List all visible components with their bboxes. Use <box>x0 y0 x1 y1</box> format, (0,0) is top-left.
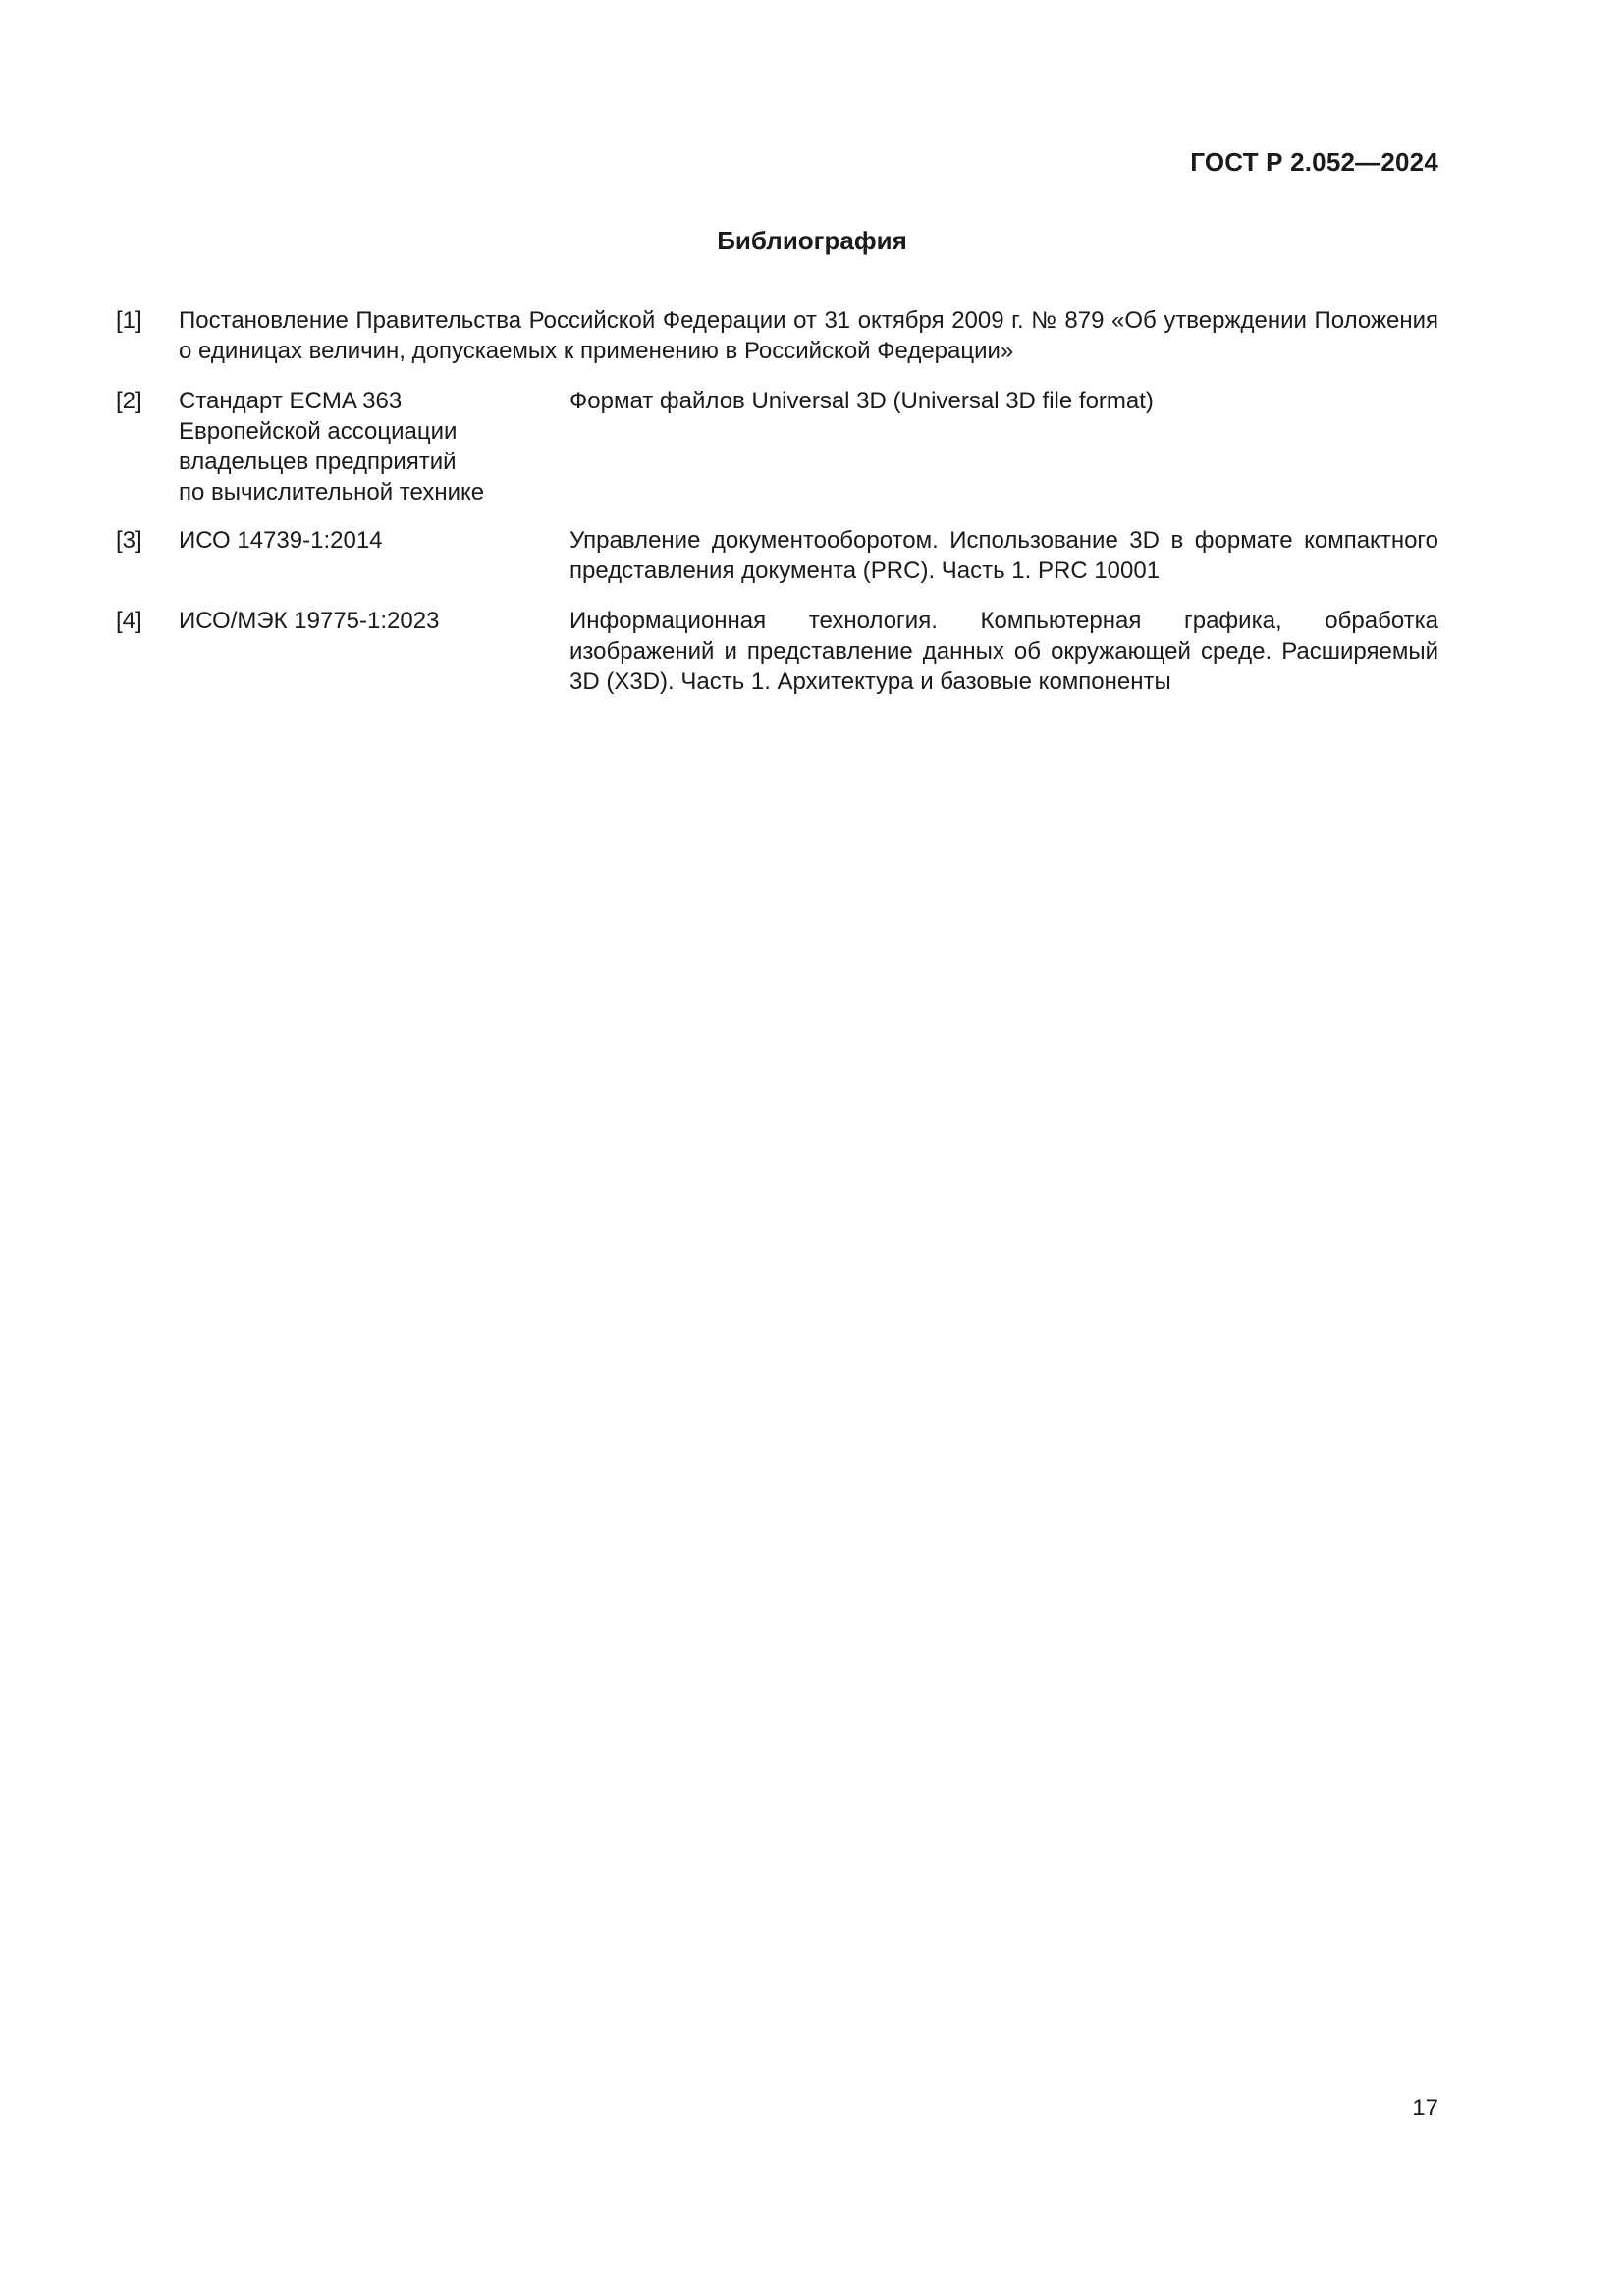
entry-number: [4] <box>116 608 142 634</box>
bibliography-entry <box>116 606 1438 700</box>
entry-number: [2] <box>116 388 142 414</box>
entry-text: Постановление Правительства Российской Федерации от 31 октября 2009 г. № 879 «Об утверждении Положения о единицах величин, допускаемых к применению в Российской Федерации» <box>179 307 1438 364</box>
entry-number: [1] <box>116 307 142 334</box>
section-title: Библиография <box>717 226 907 255</box>
entry-designation <box>179 525 562 556</box>
designation-line: владельцев предприятий <box>179 449 457 475</box>
entry-number: [3] <box>116 527 142 554</box>
document-code: ГОСТ Р 2.052—2024 <box>1190 147 1438 177</box>
designation-line: ИСО/МЭК 19775-1:2023 <box>179 608 440 634</box>
bibliography-entry <box>116 305 1438 368</box>
designation-line: Европейской ассоциации <box>179 418 458 445</box>
page-number: 17 <box>1412 2095 1438 2121</box>
entry-designation <box>179 386 562 507</box>
designation-line: Стандарт ECMA 363 <box>179 388 403 414</box>
designation-line: по вычислительной технике <box>179 479 485 506</box>
entry-title: Информационная технология. Компьютерная графика, обработка изображений и представление данных об окружающей среде. Расширяемый 3D (X3D). Часть 1. Архитектура и базовые компоненты <box>569 608 1438 695</box>
bibliography-entry <box>116 525 1438 588</box>
entry-title: Формат файлов Universal 3D (Universal 3D file format) <box>569 388 1154 414</box>
designation-line: ИСО 14739-1:2014 <box>179 527 383 554</box>
entry-title: Управление документооборотом. Использование 3D в формате компактного представления документа (PRC). Часть 1. PRC 10001 <box>569 527 1438 584</box>
entry-designation <box>179 606 562 636</box>
bibliography-entry <box>116 386 1438 509</box>
